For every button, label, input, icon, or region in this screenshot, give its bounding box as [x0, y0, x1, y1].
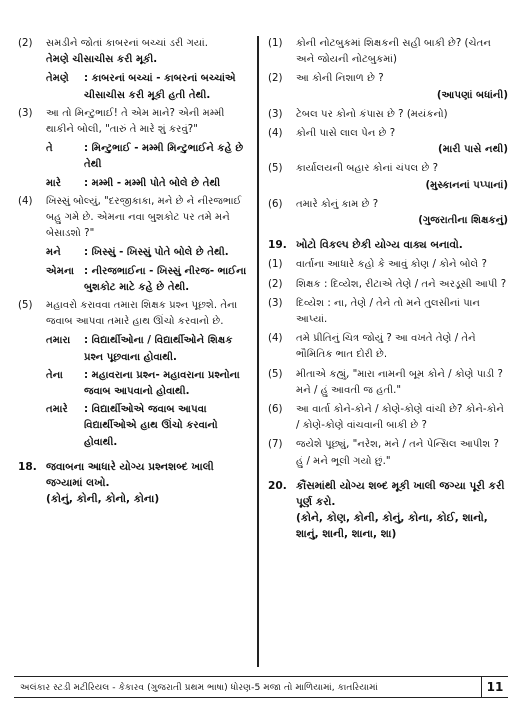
- item-number: (2): [268, 278, 283, 290]
- list-item: [268, 71, 508, 103]
- question-heading: [268, 478, 508, 543]
- item-body: કોની પાસે લાલ પેન છે ?: [296, 128, 396, 140]
- question-number: 18.: [18, 460, 37, 473]
- list-item: [268, 126, 508, 158]
- item-bold-tail: તેમણે ચીસાચીસ કરી મૂકી.: [46, 54, 158, 66]
- answer-label: તે: [46, 143, 53, 155]
- answer-row: [18, 368, 250, 400]
- list-item: [268, 331, 508, 363]
- item-text: [46, 36, 250, 68]
- item-answer: (આપણાં બધાંની): [436, 89, 508, 101]
- item-number: (2): [18, 38, 33, 49]
- item-number: (6): [268, 198, 283, 210]
- item-number: (5): [268, 368, 283, 380]
- list-item: [268, 296, 508, 328]
- answer-label: મને: [46, 247, 61, 259]
- item-number: (5): [268, 163, 283, 175]
- item-text: કોની નોટબુકમાં શિક્ષકની સહી બાકી છે? (ચેતન અને જોયની નોટબુકમાં): [296, 38, 491, 66]
- list-item: [268, 161, 508, 193]
- list-item: [268, 257, 508, 273]
- item-body: કાર્યાલયની બહાર કોનાં ચંપલ છે ?: [296, 163, 439, 175]
- question-text: [296, 478, 508, 543]
- item-number: (3): [268, 297, 283, 309]
- item-text: ખિસ્સું બોલ્યું, "દરજીકાકા, મને છે ને નીરજભાઈ બહુ ગમે છે. એમના નવા બુશકોટ પર તમે મને બેસાડશો ?": [46, 195, 242, 240]
- answer-label: મારે: [46, 177, 61, 189]
- answer-label: તેમણે: [46, 73, 69, 85]
- item-answer: (ગુજરાતીના શિક્ષકનું): [418, 215, 508, 227]
- item-number: (2): [268, 73, 283, 85]
- list-item: [18, 194, 250, 243]
- item-text: તમે પ્રીતિનું ચિત્ર જોયું ? આ વખતે તેણે / તેને ભૌમિતિક ભાત દોરી છે.: [296, 333, 476, 361]
- item-number: (6): [268, 404, 283, 416]
- item-number: (3): [18, 107, 33, 119]
- answer-value: : મહાવરાના પ્રશ્ન- મહાવરાના પ્રશ્નોના જવાબ આપવાનો હોવાથી.: [84, 369, 240, 398]
- item-text: વાર્તાના આધારે કહો કે આવું કોણ / કોને બોલે ?: [296, 259, 487, 271]
- page-footer: [14, 676, 508, 698]
- list-item: [268, 107, 508, 123]
- answer-row: [18, 264, 250, 296]
- item-text: દિવ્યેશ : ના, તેણે / તેને તો મને તુલસીનાં પાન આપ્યાં.: [296, 297, 480, 326]
- left-column: [18, 36, 250, 511]
- item-number: (1): [268, 38, 283, 49]
- question-text: ખોટો વિકલ્પ છેકી યોગ્ય વાક્ય બનાવો.: [296, 239, 463, 252]
- answer-value: : મિન્ટુભાઈ - મમ્મી મિન્ટુભાઈને કહે છે તેથી: [84, 143, 244, 171]
- answer-row: [18, 245, 250, 261]
- answer-label: એમના: [46, 265, 75, 277]
- list-item: [268, 437, 508, 469]
- answer-label: તમારા: [46, 335, 71, 347]
- footer-text: અલંકાર સ્ટડી મટીરિયલ - કેકારવ (ગુજરાતી પ્રથમ ભાષા) ધોરણ-5 મજા તો માળિયામાં, કાતરિયામાં: [20, 681, 378, 693]
- item-answer: (મુસ્કાનનાં પપ્પાનાં): [425, 179, 508, 191]
- list-item: [18, 36, 250, 68]
- answer-row: [18, 176, 250, 192]
- answer-value: : વિદ્યાર્થીઓએ જવાબ આપવા વિદ્યાર્થીઓએ હાથ ઊંચો કરવાનો હોવાથી.: [84, 404, 218, 448]
- list-item: [18, 106, 250, 138]
- answer-value: : કાબરનાં બચ્ચાં - કાબરનાં બચ્ચાંએ ચીસાચીસ કરી મૂકી હતી તેથી.: [84, 73, 236, 101]
- item-body: સમડીને જોતાં કાબરનાં બચ્ચાં ડરી ગયાં.: [46, 38, 208, 49]
- answer-value: : નીરજભાઈના - ખિસ્સું નીરજ- ભાઈના બુશકોટ માટે કહે છે તેથી.: [84, 265, 247, 293]
- item-text: શિક્ષક : દિવ્યેશ, રીટાએ તેણે / તને અરડૂસી આપી ?: [296, 278, 507, 290]
- item-number: (3): [268, 108, 283, 120]
- question-body: કૌંસમાંથી યોગ્ય શબ્દ મૂકી ખાલી જગ્યા પૂરી કરી પૂર્ણ કરો.: [296, 479, 505, 509]
- question-options: (કોને, કોણ, કોની, કોનું, કોના, કોઈ, શાનો, શાનું, શાની, શાના, શા): [296, 512, 488, 541]
- answer-label: તમારે: [46, 404, 68, 416]
- answer-label: તેના: [46, 369, 63, 381]
- answer-row: [18, 333, 250, 365]
- list-item: [18, 298, 250, 330]
- item-number: (4): [268, 128, 283, 140]
- list-item: [268, 402, 508, 434]
- item-text: [296, 197, 508, 229]
- question-options: (કોનું, કોની, કોનો, કોના): [46, 493, 160, 506]
- item-text: આ વાર્તા કોને-કોને / કોણે-કોણે વાંચી છે? કોને-કોને / કોણે-કોણે વાંચવાની બાકી છે ?: [296, 404, 504, 432]
- answer-value: : મમ્મી - મમ્મી પોતે બોલે છે તેથી: [84, 177, 221, 189]
- right-column: [268, 36, 508, 547]
- question-body: જવાબના આધારે યોગ્ય પ્રશ્નશબ્દ ખાલી જગ્યામાં લખો.: [46, 460, 214, 490]
- list-item: [268, 277, 508, 293]
- item-text: ટેબલ પર કોનો કંપાસ છે ? (મયંકનો): [296, 108, 448, 120]
- item-text: મીતાએ કહ્યું, "મારા નામની બૂમ કોને / કોણે પાડી ? મને / હું આવતી જ હતી.": [296, 368, 503, 396]
- item-text: [296, 161, 508, 193]
- item-text: જયેશે પૂછ્યું, "નરેશ, મને / તને પેન્સિલ આપીશ ? હું / મને ભૂલી ગયો છું.": [296, 439, 499, 467]
- item-body: આ કોની નિશાળ છે ?: [296, 73, 384, 85]
- question-text: [46, 459, 250, 508]
- item-number: (4): [18, 195, 33, 207]
- question-heading: [268, 237, 508, 253]
- item-body: તમારે કોનું કામ છે ?: [296, 198, 379, 210]
- question-number: 19.: [268, 239, 287, 252]
- answer-row: [18, 141, 250, 173]
- question-heading: [18, 459, 250, 508]
- item-number: (5): [18, 300, 33, 312]
- answer-value: : ખિસ્સું - ખિસ્સું પોતે બોલે છે તેથી.: [84, 247, 229, 259]
- column-divider: [257, 36, 259, 667]
- item-text: [296, 126, 508, 158]
- item-text: આ તો મિન્ટુભાઈ! તે એમ માને? એની મમ્મી થાકીને બોલી, "તારું તે મારે શું કરવું?": [46, 107, 225, 136]
- item-number: (4): [268, 333, 283, 345]
- answer-row: [18, 402, 250, 451]
- answer-value: : વિદ્યાર્થીઓના / વિદ્યાર્થીઓને શિક્ષક પ્રશ્ન પૂછવાના હોવાથી.: [84, 335, 233, 363]
- item-text: મહાવરો કરાવવા તમારા શિક્ષક પ્રશ્ન પૂછશે. તેના જવાબ આપવા તમારે હાથ ઊંચો કરવાનો છે.: [46, 300, 238, 328]
- item-text: [296, 71, 508, 103]
- answer-row: [18, 71, 250, 103]
- item-number: (1): [268, 259, 283, 271]
- list-item: [268, 367, 508, 399]
- item-number: (7): [268, 439, 283, 451]
- item-answer: (મારી પાસે નથી): [438, 144, 508, 156]
- list-item: [268, 197, 508, 229]
- list-item: [268, 36, 508, 68]
- question-number: 20.: [268, 479, 287, 492]
- page-number: 11: [481, 677, 508, 697]
